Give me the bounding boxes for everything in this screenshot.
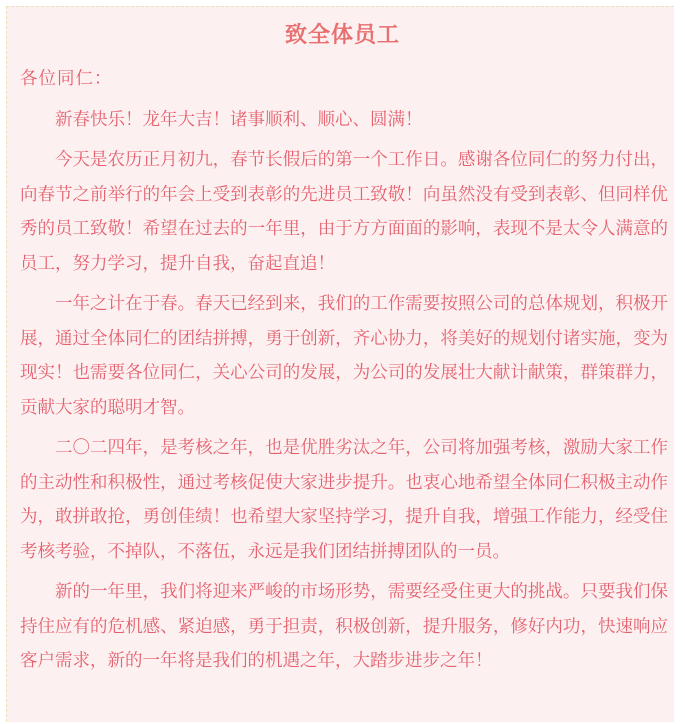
letter-body	[20, 62, 668, 685]
paragraph-greeting: 新春快乐！龙年大吉！诸事顺利、顺心、圆满！	[55, 109, 423, 130]
paragraph-first-workday: 今天是农历正月初九，春节长假后的第一个工作日。感谢各位同仁的努力付出，向春节之前举行的年会上受到表彰的先进员工致敬！向虽然没有受到表彰、但同样优秀的员工致敬！希望在过去的一年里，由于方方面面的影响，表现不是太令人满意的员工，努力学习，提升自我，奋起直追！	[20, 150, 668, 274]
paragraph-spring-plan: 一年之计在于春。春天已经到来，我们的工作需要按照公司的总体规划，积极开展，通过全体同仁的团结拼搏，勇于创新，齐心协力，将美好的规划付诸实施，变为现实！也需要各位同仁，关心公司的发展，为公司的发展壮大献计献策，群策群力，贡献大家的聪明才智。	[20, 294, 668, 418]
paragraph-new-year-outlook: 新的一年里，我们将迎来严峻的市场形势，需要经受住更大的挑战。只要我们保持住应有的危机感、紧迫感，勇于担责，积极创新，提升服务，修好内功，快速响应客户需求，新的一年将是我们的机遇之年，大踏步进步之年！	[20, 582, 668, 671]
salutation: 各位同仁：	[20, 69, 113, 89]
paragraph-assessment-year: 二〇二四年，是考核之年，也是优胜劣汰之年，公司将加强考核，激励大家工作的主动性和积极性，通过考核促使大家进步提升。也衷心地希望全体同仁积极主动作为，敢拼敢抢，勇创佳绩！也希望大家坚持学习，提升自我，增强工作能力，经受住考核考验，不掉队，不落伍，永远是我们团结拼搏团队的一员。	[20, 438, 668, 562]
letter-title: 致全体员工	[284, 23, 400, 48]
